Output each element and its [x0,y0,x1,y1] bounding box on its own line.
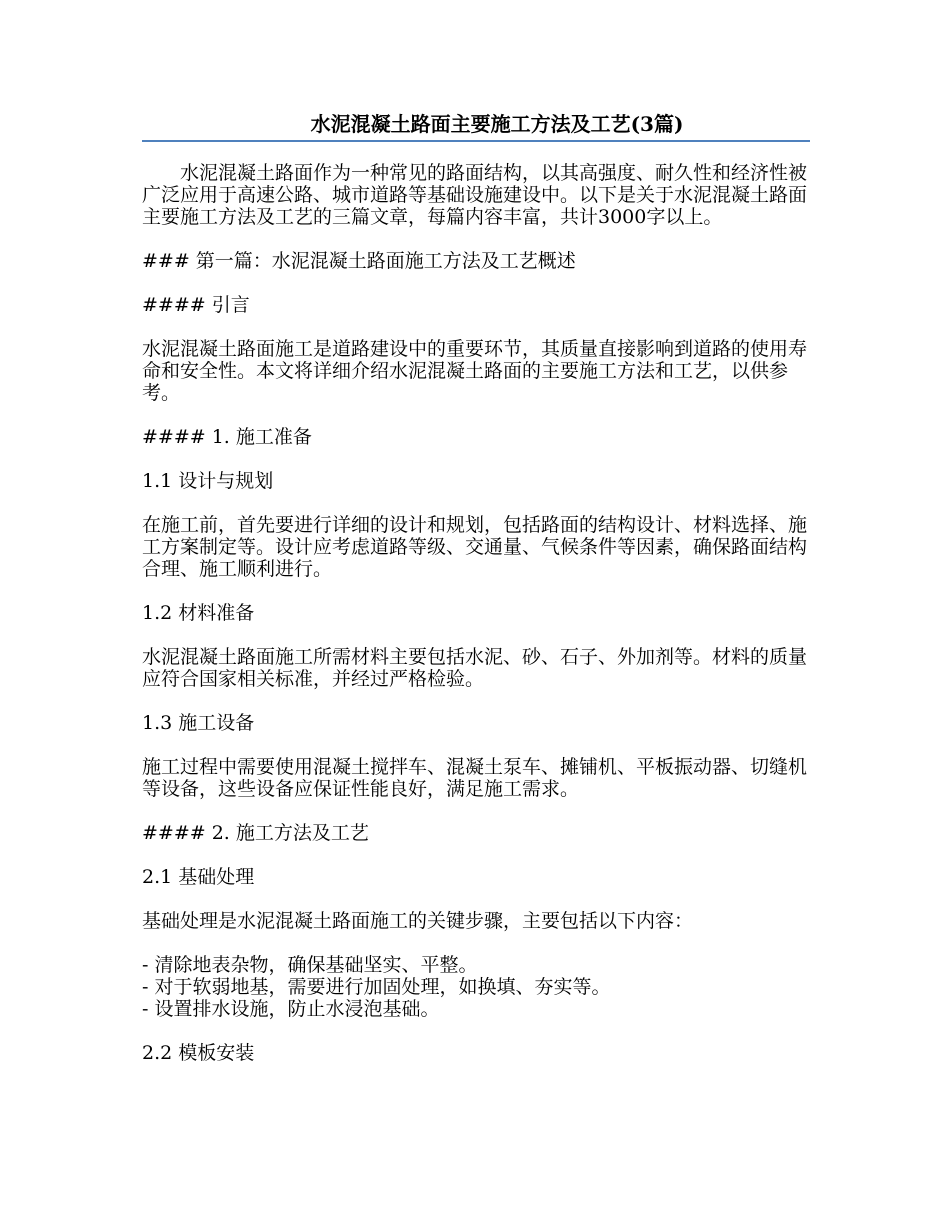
list-item: - 设置排水设施，防止水浸泡基础。 [142,998,440,1020]
part1-heading: ### 第一篇：水泥混凝土路面施工方法及工艺概述 [142,250,576,272]
section2-heading: #### 2. 施工方法及工艺 [142,822,369,844]
preface-heading: #### 引言 [142,294,250,316]
subsection-1-1-paragraph: 在施工前，首先要进行详细的设计和规划，包括路面的结构设计、材料选择、施工方案制定等。设计应考虑道路等级、交通量、气候条件等因素，确保路面结构合理、施工顺利进行。 [142,514,808,580]
title-divider [142,140,810,142]
document-page [142,110,810,1086]
subsection-1-3-paragraph: 施工过程中需要使用混凝土搅拌车、混凝土泵车、摊铺机、平板振动器、切缝机等设备，这些设备应保证性能良好，满足施工需求。 [142,756,808,800]
subsection-1-2-paragraph: 水泥混凝土路面施工所需材料主要包括水泥、砂、石子、外加剂等。材料的质量应符合国家相关标准，并经过严格检验。 [142,646,808,690]
subsection-1-2-heading: 1.2 材料准备 [142,602,255,624]
intro-paragraph: 水泥混凝土路面作为一种常见的路面结构，以其高强度、耐久性和经济性被广泛应用于高速公路、城市道路等基础设施建设中。以下是关于水泥混凝土路面主要施工方法及工艺的三篇文章，每篇内容丰富，共计3000字以上。 [142,162,808,228]
subsection-2-1-heading: 2.1 基础处理 [142,866,255,888]
subsection-2-1-paragraph: 基础处理是水泥混凝土路面施工的关键步骤，主要包括以下内容： [142,910,694,932]
subsection-1-1-heading: 1.1 设计与规划 [142,470,274,492]
preface-paragraph: 水泥混凝土路面施工是道路建设中的重要环节，其质量直接影响到道路的使用寿命和安全性。本文将详细介绍水泥混凝土路面的主要施工方法和工艺，以供参考。 [142,338,808,404]
document-title: 水泥混凝土路面主要施工方法及工艺(3篇) [310,112,684,136]
section1-heading: #### 1. 施工准备 [142,426,312,448]
subsection-1-3-heading: 1.3 施工设备 [142,712,255,734]
list-item: - 清除地表杂物，确保基础坚实、平整。 [142,954,478,976]
subsection-2-2-heading: 2.2 模板安装 [142,1042,255,1064]
list-item: - 对于软弱地基，需要进行加固处理，如换填、夯实等。 [142,976,611,998]
foundation-list [142,954,810,1020]
